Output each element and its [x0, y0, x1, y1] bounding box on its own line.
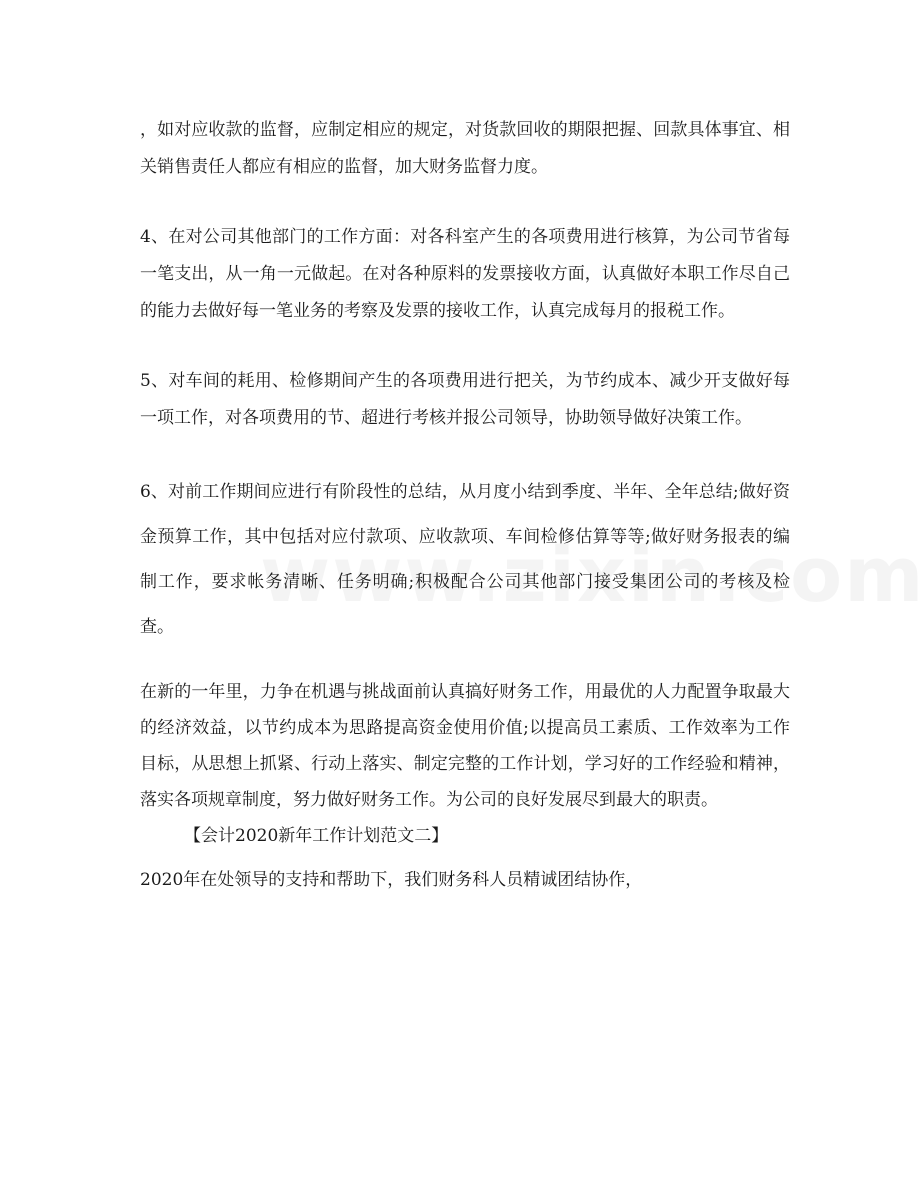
document-body: [140, 112, 790, 895]
paragraph-item-4: 4、在对公司其他部门的工作方面：对各科室产生的各项费用进行核算，为公司节省每一笔支出，从一角一元做起。在对各种原料的发票接收方面，认真做好本职工作尽自己的能力去做好每一笔业务的考察及发票的接收工作，认真完成每月的报税工作。: [140, 227, 790, 321]
paragraph-2020-intro: 2020年在处领导的支持和帮助下，我们财务科人员精诚团结协作，: [140, 870, 643, 890]
paragraph-receivables-supervision: ，如对应收款的监督，应制定相应的规定，对货款回收的期限把握、回款具体事宜、相关销售责任人都应有相应的监督，加大财务监督力度。: [140, 120, 790, 177]
section-title: 【会计2020新年工作计划范文二】: [184, 826, 449, 846]
paragraph-item-6: 6、对前工作期间应进行有阶段性的总结，从月度小结到季度、半年、全年总结;做好资金预算工作，其中包括对应付款项、应收款项、车间检修估算等等;做好财务报表的编制工作，要求帐务清晰、任务明确;积极配合公司其他部门接受集团公司的考核及检查。: [140, 482, 790, 637]
paragraph-new-year-goals: 在新的一年里，力争在机遇与挑战面前认真搞好财务工作，用最优的人力配置争取最大的经济效益，以节约成本为思路提高资金使用价值;以提高员工素质、工作效率为工作目标，从思想上抓紧、行动上落实、制定完整的工作计划，学习好的工作经验和精神，落实各项规章制度，努力做好财务工作。为公司的良好发展尽到最大的职责。: [140, 682, 790, 810]
paragraph-item-5: 5、对车间的耗用、检修期间产生的各项费用进行把关，为节约成本、减少开支做好每一项工作，对各项费用的节、超进行考核并报公司领导，协助领导做好决策工作。: [140, 371, 790, 428]
